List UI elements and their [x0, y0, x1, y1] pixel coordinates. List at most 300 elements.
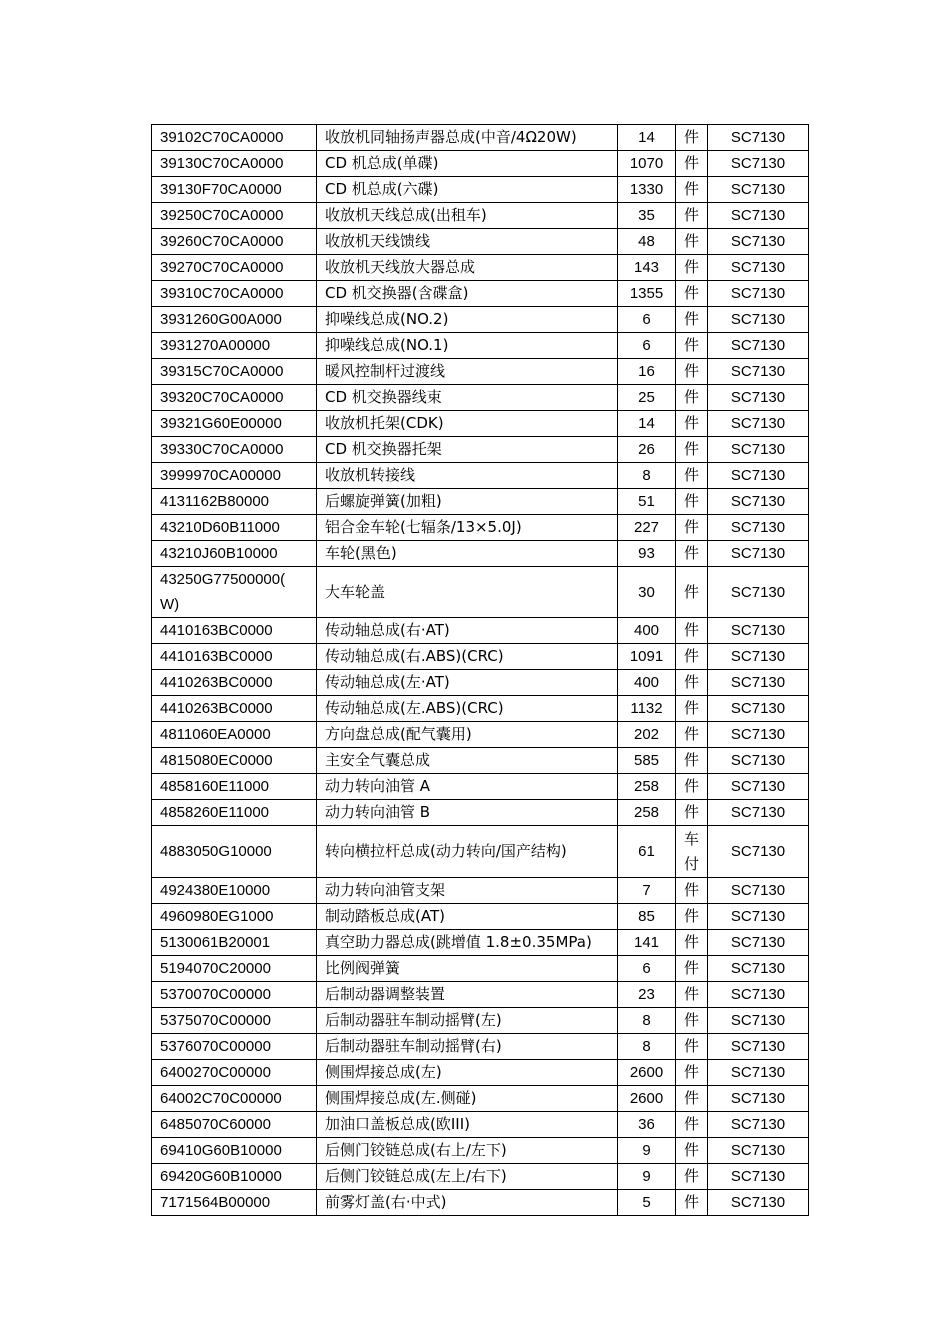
vehicle-model: SC7130 — [730, 129, 786, 146]
part-code: 4858260E11000 — [160, 804, 269, 822]
part-name: 大车轮盖 — [325, 582, 386, 601]
model-cell — [708, 748, 809, 774]
quantity-cell — [618, 877, 676, 903]
unit: 件 — [683, 1088, 699, 1107]
part-name: 收放机同轴扬声器总成(中音/4Ω20W) — [325, 128, 577, 146]
model-cell — [708, 877, 809, 903]
model-cell — [708, 333, 809, 359]
part-code-cell — [152, 385, 317, 411]
quantity: 5 — [642, 1193, 651, 1211]
unit-cell — [676, 722, 708, 748]
part-code: 4131162B80000 — [160, 493, 269, 510]
model-cell — [708, 229, 809, 255]
part-name: CD 机交换器线束 — [325, 388, 442, 406]
model-cell — [708, 385, 809, 411]
unit-cell — [676, 1137, 708, 1163]
unit: 件 — [683, 1062, 699, 1081]
quantity-cell — [618, 1163, 676, 1189]
model-cell — [708, 489, 809, 515]
quantity-cell — [618, 463, 676, 489]
vehicle-model: SC7130 — [730, 1141, 786, 1159]
quantity-cell — [618, 748, 676, 774]
table-row — [152, 125, 809, 151]
part-name: 传动轴总成(右·AT) — [325, 621, 450, 640]
part-code: 69410G60B10000 — [160, 1141, 282, 1159]
part-code: 69420G60B10000 — [160, 1167, 282, 1185]
quantity: 61 — [638, 843, 655, 861]
quantity-cell — [618, 1033, 676, 1059]
part-code-cell — [152, 177, 317, 203]
part-name: CD 机交换器托架 — [325, 440, 442, 458]
quantity-cell — [618, 1007, 676, 1033]
quantity-cell — [618, 151, 676, 177]
part-code-cell — [152, 748, 317, 774]
part-name-cell — [317, 437, 618, 463]
vehicle-model: SC7130 — [730, 467, 786, 484]
model-cell — [708, 411, 809, 437]
part-name: 侧围焊接总成(左.侧碰) — [325, 1088, 477, 1107]
table-row — [152, 203, 809, 229]
part-code: 64002C70C00000 — [160, 1089, 282, 1107]
quantity-cell — [618, 567, 676, 618]
part-name: 动力转向油管 A — [325, 777, 431, 796]
vehicle-model: SC7130 — [730, 441, 786, 458]
unit-cell — [676, 463, 708, 489]
quantity-cell — [618, 515, 676, 541]
part-name-cell — [317, 1137, 618, 1163]
quantity: 25 — [638, 389, 655, 406]
unit-cell — [676, 307, 708, 333]
vehicle-model: SC7130 — [730, 933, 786, 951]
table-row — [152, 670, 809, 696]
part-name-cell — [317, 748, 618, 774]
unit: 件 — [683, 803, 699, 822]
part-name: CD 机总成(六碟) — [325, 180, 439, 198]
unit-cell — [676, 903, 708, 929]
part-name-cell — [317, 515, 618, 541]
part-name-cell — [317, 177, 618, 203]
unit: 件 — [683, 206, 699, 224]
part-name-cell — [317, 618, 618, 644]
part-code-cell — [152, 541, 317, 567]
table-row — [152, 929, 809, 955]
quantity: 9 — [642, 1167, 651, 1185]
part-name: 后制动器调整装置 — [325, 984, 446, 1003]
part-name-cell — [317, 1007, 618, 1033]
vehicle-model: SC7130 — [730, 1063, 786, 1081]
part-name: 后侧门铰链总成(右上/左下) — [325, 1140, 507, 1159]
quantity-cell — [618, 125, 676, 151]
part-name: 传动轴总成(左·AT) — [325, 673, 450, 692]
quantity-cell — [618, 281, 676, 307]
quantity: 585 — [633, 752, 660, 770]
part-code-cell — [152, 1189, 317, 1215]
quantity: 36 — [638, 1115, 655, 1133]
quantity: 93 — [638, 545, 655, 562]
part-code: 4883050G10000 — [160, 843, 272, 861]
quantity: 400 — [633, 674, 660, 692]
unit: 件 — [683, 777, 699, 796]
quantity-cell — [618, 541, 676, 567]
model-cell — [708, 359, 809, 385]
unit-cell — [676, 1033, 708, 1059]
part-code-cell — [152, 722, 317, 748]
vehicle-model: SC7130 — [730, 778, 786, 796]
part-name: 动力转向油管支架 — [325, 880, 446, 899]
unit: 件 — [683, 518, 699, 536]
part-code-cell — [152, 1163, 317, 1189]
table-row — [152, 1007, 809, 1033]
unit-cell — [676, 748, 708, 774]
unit-cell — [676, 567, 708, 618]
unit: 件 — [683, 984, 699, 1003]
unit: 件 — [683, 492, 699, 510]
part-code-cell — [152, 151, 317, 177]
part-name-cell — [317, 359, 618, 385]
part-code-cell — [152, 359, 317, 385]
table-row — [152, 1137, 809, 1163]
quantity: 1132 — [630, 700, 663, 718]
part-code: 6485070C60000 — [160, 1115, 271, 1133]
part-code: 39130C70CA0000 — [160, 155, 284, 172]
vehicle-model: SC7130 — [730, 881, 786, 899]
quantity-cell — [618, 1189, 676, 1215]
unit: 件 — [683, 1036, 699, 1055]
model-cell — [708, 255, 809, 281]
unit-cell — [676, 125, 708, 151]
table-row — [152, 489, 809, 515]
quantity: 9 — [642, 1141, 651, 1159]
part-name: 传动轴总成(左.ABS)(CRC) — [325, 699, 504, 718]
part-code-cell — [152, 1059, 317, 1085]
part-name-cell — [317, 670, 618, 696]
table-row — [152, 1085, 809, 1111]
model-cell — [708, 1007, 809, 1033]
unit-cell — [676, 515, 708, 541]
parts-table — [151, 124, 809, 1216]
part-name-cell — [317, 255, 618, 281]
table-row — [152, 1163, 809, 1189]
table-row — [152, 774, 809, 800]
quantity: 143 — [633, 259, 660, 276]
vehicle-model: SC7130 — [730, 648, 786, 666]
vehicle-model: SC7130 — [730, 804, 786, 822]
part-code: 5194070C20000 — [160, 959, 271, 977]
vehicle-model: SC7130 — [730, 389, 786, 406]
unit: 件 — [683, 725, 699, 744]
model-cell — [708, 670, 809, 696]
part-code: 39315C70CA0000 — [160, 363, 284, 380]
part-name: 收放机天线总成(出租车) — [325, 206, 487, 224]
part-code-cell — [152, 644, 317, 670]
part-code-cell — [152, 281, 317, 307]
vehicle-model: SC7130 — [730, 363, 786, 380]
quantity: 6 — [642, 337, 651, 354]
model-cell — [708, 696, 809, 722]
part-name: 方向盘总成(配气囊用) — [325, 725, 472, 744]
quantity: 14 — [638, 415, 655, 432]
part-code-cell — [152, 255, 317, 281]
unit-cell — [676, 1085, 708, 1111]
quantity-cell — [618, 489, 676, 515]
unit: 件 — [683, 1166, 699, 1185]
table-row — [152, 722, 809, 748]
unit-cell — [676, 1007, 708, 1033]
part-name: 暖风控制杆过渡线 — [325, 362, 446, 380]
unit-cell — [676, 618, 708, 644]
quantity: 48 — [638, 233, 655, 250]
unit: 件 — [683, 1192, 699, 1211]
quantity-cell — [618, 203, 676, 229]
part-name: 真空助力器总成(跳增值 1.8±0.35MPa) — [325, 932, 592, 951]
quantity: 2600 — [629, 1063, 664, 1081]
part-code: 4960980EG1000 — [160, 907, 274, 925]
quantity: 23 — [638, 985, 655, 1003]
quantity-cell — [618, 1111, 676, 1137]
part-code: 43210J60B10000 — [160, 545, 278, 562]
part-code: 4410163BC0000 — [160, 622, 273, 640]
part-name-cell — [317, 567, 618, 618]
unit-cell — [676, 800, 708, 826]
unit-cell — [676, 826, 708, 877]
table-row — [152, 463, 809, 489]
part-name-cell — [317, 722, 618, 748]
unit: 件 — [683, 621, 699, 640]
part-name-cell — [317, 463, 618, 489]
quantity-cell — [618, 1085, 676, 1111]
quantity-cell — [618, 359, 676, 385]
part-code-cell — [152, 125, 317, 151]
table-row — [152, 1059, 809, 1085]
vehicle-model: SC7130 — [730, 493, 786, 510]
part-name: 动力转向油管 B — [325, 803, 431, 822]
table-row — [152, 437, 809, 463]
part-name-cell — [317, 489, 618, 515]
unit: 件 — [683, 1114, 699, 1133]
model-cell — [708, 800, 809, 826]
vehicle-model: SC7130 — [730, 622, 786, 640]
part-code: 7171564B00000 — [160, 1193, 271, 1211]
vehicle-model: SC7130 — [730, 1167, 786, 1185]
unit: 件 — [683, 932, 699, 951]
model-cell — [708, 826, 809, 877]
vehicle-model: SC7130 — [730, 1089, 786, 1107]
part-code: 39330C70CA0000 — [160, 441, 284, 458]
model-cell — [708, 1163, 809, 1189]
part-name-cell — [317, 281, 618, 307]
part-code-cell — [152, 670, 317, 696]
quantity: 26 — [638, 441, 655, 458]
parts-table-body — [152, 125, 809, 1216]
vehicle-model: SC7130 — [730, 700, 786, 718]
quantity-cell — [618, 670, 676, 696]
part-code: 39130F70CA0000 — [160, 181, 282, 198]
table-row — [152, 748, 809, 774]
part-code-cell — [152, 203, 317, 229]
part-code: 43250G77500000( — [160, 571, 286, 589]
vehicle-model: SC7130 — [730, 285, 786, 302]
vehicle-model: SC7130 — [730, 985, 786, 1003]
part-name-cell — [317, 1059, 618, 1085]
part-name: 车轮(黑色) — [325, 544, 397, 562]
quantity: 8 — [642, 1037, 651, 1055]
part-name: CD 机交换器(含碟盒) — [325, 284, 469, 302]
quantity: 16 — [638, 363, 655, 380]
part-code: 43210D60B11000 — [160, 519, 280, 536]
vehicle-model: SC7130 — [730, 1115, 786, 1133]
unit: 件 — [683, 751, 699, 770]
part-code-cell — [152, 229, 317, 255]
quantity: 85 — [638, 907, 655, 925]
quantity-cell — [618, 1059, 676, 1085]
part-code: 4410263BC0000 — [160, 674, 273, 692]
table-row — [152, 281, 809, 307]
quantity: 6 — [642, 959, 651, 977]
model-cell — [708, 929, 809, 955]
vehicle-model: SC7130 — [730, 583, 786, 601]
quantity: 202 — [633, 726, 660, 744]
part-code: 4815080EC0000 — [160, 752, 273, 770]
table-row — [152, 515, 809, 541]
part-code: 5370070C00000 — [160, 985, 271, 1003]
part-code: 39260C70CA0000 — [160, 233, 284, 250]
part-code-cell — [152, 955, 317, 981]
quantity-cell — [618, 774, 676, 800]
unit-cell — [676, 981, 708, 1007]
part-name: 后制动器驻车制动摇臂(右) — [325, 1036, 502, 1055]
unit: 件 — [683, 388, 699, 406]
quantity-cell — [618, 800, 676, 826]
part-code: 39102C70CA0000 — [160, 129, 284, 146]
part-name-cell — [317, 1111, 618, 1137]
model-cell — [708, 774, 809, 800]
unit: 件 — [683, 414, 699, 432]
quantity: 400 — [633, 622, 660, 640]
unit: 件 — [683, 582, 699, 601]
vehicle-model: SC7130 — [730, 311, 786, 328]
unit: 件 — [683, 310, 699, 328]
unit-cell — [676, 385, 708, 411]
table-row — [152, 1189, 809, 1215]
unit: 件 — [683, 673, 699, 692]
model-cell — [708, 177, 809, 203]
unit-cell — [676, 437, 708, 463]
part-name-cell — [317, 541, 618, 567]
unit-cell — [676, 1189, 708, 1215]
vehicle-model: SC7130 — [730, 752, 786, 770]
table-row — [152, 255, 809, 281]
quantity-cell — [618, 255, 676, 281]
quantity: 7 — [642, 881, 651, 899]
unit-cell — [676, 644, 708, 670]
unit-cell — [676, 541, 708, 567]
vehicle-model: SC7130 — [730, 207, 786, 224]
vehicle-model: SC7130 — [730, 843, 786, 861]
part-code-cell — [152, 1137, 317, 1163]
vehicle-model: SC7130 — [730, 155, 786, 172]
vehicle-model: SC7130 — [730, 1011, 786, 1029]
unit: 件 — [683, 232, 699, 250]
part-code-cell — [152, 1007, 317, 1033]
model-cell — [708, 541, 809, 567]
quantity: 1070 — [629, 155, 664, 172]
table-row — [152, 333, 809, 359]
part-code-cell — [152, 333, 317, 359]
part-code-cell — [152, 826, 317, 877]
part-name-cell — [317, 333, 618, 359]
part-code: 4410163BC0000 — [160, 648, 273, 666]
part-code: 4858160E11000 — [160, 778, 269, 796]
part-code-cell — [152, 774, 317, 800]
table-row — [152, 696, 809, 722]
part-name-cell — [317, 903, 618, 929]
vehicle-model: SC7130 — [730, 181, 786, 198]
model-cell — [708, 151, 809, 177]
unit: 件 — [683, 1010, 699, 1029]
table-row — [152, 411, 809, 437]
vehicle-model: SC7130 — [730, 259, 786, 276]
part-name: 后制动器驻车制动摇臂(左) — [325, 1010, 502, 1029]
unit-cell — [676, 229, 708, 255]
part-code-cell — [152, 515, 317, 541]
part-name-cell — [317, 981, 618, 1007]
unit-continued: 付 — [683, 854, 699, 873]
table-row — [152, 567, 809, 618]
quantity: 141 — [633, 933, 660, 951]
model-cell — [708, 307, 809, 333]
table-row — [152, 359, 809, 385]
unit-cell — [676, 489, 708, 515]
model-cell — [708, 644, 809, 670]
unit: 件 — [683, 466, 699, 484]
quantity-cell — [618, 229, 676, 255]
part-name-cell — [317, 1163, 618, 1189]
table-row — [152, 1033, 809, 1059]
table-row — [152, 151, 809, 177]
part-code-cell — [152, 489, 317, 515]
part-name-cell — [317, 151, 618, 177]
part-name-cell — [317, 800, 618, 826]
part-name-cell — [317, 696, 618, 722]
part-name-cell — [317, 644, 618, 670]
part-name: 前雾灯盖(右·中式) — [325, 1192, 447, 1211]
model-cell — [708, 618, 809, 644]
part-code: 5376070C00000 — [160, 1037, 271, 1055]
table-row — [152, 229, 809, 255]
part-code: 39320C70CA0000 — [160, 389, 284, 406]
quantity-cell — [618, 826, 676, 877]
unit-cell — [676, 203, 708, 229]
part-code-cell — [152, 618, 317, 644]
model-cell — [708, 903, 809, 929]
model-cell — [708, 437, 809, 463]
part-name-cell — [317, 229, 618, 255]
table-row — [152, 903, 809, 929]
part-code-cell — [152, 463, 317, 489]
unit-cell — [676, 1111, 708, 1137]
vehicle-model: SC7130 — [730, 415, 786, 432]
part-name: 比例阀弹簧 — [325, 958, 401, 977]
unit: 件 — [683, 154, 699, 172]
quantity-cell — [618, 177, 676, 203]
quantity-cell — [618, 1137, 676, 1163]
part-code-cell — [152, 929, 317, 955]
unit: 件 — [683, 647, 699, 666]
part-code-cell — [152, 411, 317, 437]
part-name-cell — [317, 385, 618, 411]
quantity-cell — [618, 903, 676, 929]
part-name-cell — [317, 826, 618, 877]
